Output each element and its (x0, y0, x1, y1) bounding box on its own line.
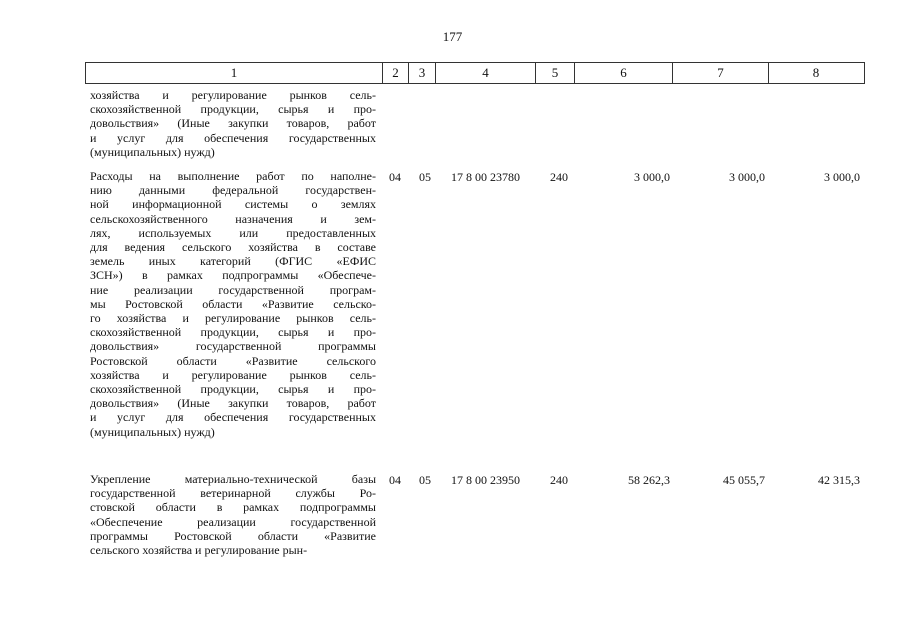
text-line: и услуг для обеспечения государственных (90, 410, 376, 425)
header-col-6: 6 (575, 63, 673, 83)
row-1-col-6: 3 000,0 (634, 170, 670, 184)
row-2-col-6: 58 262,3 (628, 473, 670, 487)
row-2-col-3: 05 (419, 473, 431, 487)
text-line: для ведения сельского хозяйства в составе (90, 240, 376, 255)
text-line: го хозяйства и регулирование рынков сель- (90, 311, 376, 326)
text-line: хозяйства и регулирование рынков сель- (90, 88, 376, 102)
header-col-3: 3 (409, 63, 436, 83)
header-col-2: 2 (383, 63, 409, 83)
row-2-col-8: 42 315,3 (818, 473, 860, 487)
text-line: сельского хозяйства и регулирование рын- (90, 543, 308, 558)
text-line: мы Ростовской области «Развитие сельско- (90, 296, 376, 311)
text-line: нию данными федеральной государствен- (90, 183, 376, 198)
row-2-col-5: 240 (550, 473, 568, 487)
row-2-description (90, 472, 376, 557)
text-line: ной информационной системы о землях (90, 197, 376, 212)
table-header (85, 62, 865, 84)
row-1-col-7: 3 000,0 (729, 170, 765, 184)
text-line: программы Ростовской области «Развитие (90, 528, 376, 543)
text-line: сельскохозяйственного назначения и зем- (90, 211, 376, 226)
header-col-4: 4 (436, 63, 536, 83)
text-line: ние реализации государственной програм- (90, 282, 376, 297)
row-1-col-2: 04 (389, 170, 401, 184)
text-line: стовской области в рамках подпрограммы (90, 500, 376, 515)
text-line: скохозяйственной продукции, сырья и про- (90, 382, 376, 397)
text-line: Укрепление материально-технической базы (90, 472, 376, 486)
text-line: (муниципальных) нужд) (90, 424, 215, 439)
header-col-8: 8 (812, 65, 820, 80)
text-line: ЗСН») в рамках подпрограммы «Обеспече- (90, 268, 376, 283)
header-col-1: 1 (86, 63, 383, 83)
text-line: «Обеспечение реализации государственной (90, 514, 376, 529)
text-line: земель иных категорий (ФГИС «ЕФИС (90, 254, 376, 269)
row-2-col-4: 17 8 00 23950 (451, 473, 520, 487)
header-col-5: 5 (536, 63, 575, 83)
text-line: довольствия» государственной программы (90, 339, 376, 354)
page-number: 177 (442, 29, 463, 44)
text-line: скохозяйственной продукции, сырья и про- (90, 325, 376, 340)
row-1-col-4: 17 8 00 23780 (451, 170, 520, 184)
row-2-col-2: 04 (389, 473, 401, 487)
text-line: Ростовской области «Развитие сельского (90, 353, 376, 368)
text-line: Расходы на выполнение работ по наполне- (90, 169, 376, 183)
row-1-col-5: 240 (550, 170, 568, 184)
row-1-col-3: 05 (419, 170, 431, 184)
text-line: скохозяйственной продукции, сырья и про- (90, 102, 376, 117)
text-line: (муниципальных) нужд) (90, 144, 215, 159)
header-col-7: 7 (673, 63, 769, 83)
row-0-description (90, 88, 376, 159)
text-line: государственной ветеринарной службы Ро- (90, 486, 376, 501)
text-line: довольствия» (Иные закупки товаров, работ (90, 396, 376, 411)
text-line: довольствия» (Иные закупки товаров, работ (90, 116, 376, 131)
text-line: и услуг для обеспечения государственных (90, 130, 376, 145)
row-2-col-7: 45 055,7 (723, 473, 765, 487)
text-line: хозяйства и регулирование рынков сель- (90, 367, 376, 382)
row-1-col-8: 3 000,0 (824, 170, 860, 184)
row-1-description (90, 169, 376, 439)
text-line: лях, используемых или предоставленных (90, 225, 376, 240)
